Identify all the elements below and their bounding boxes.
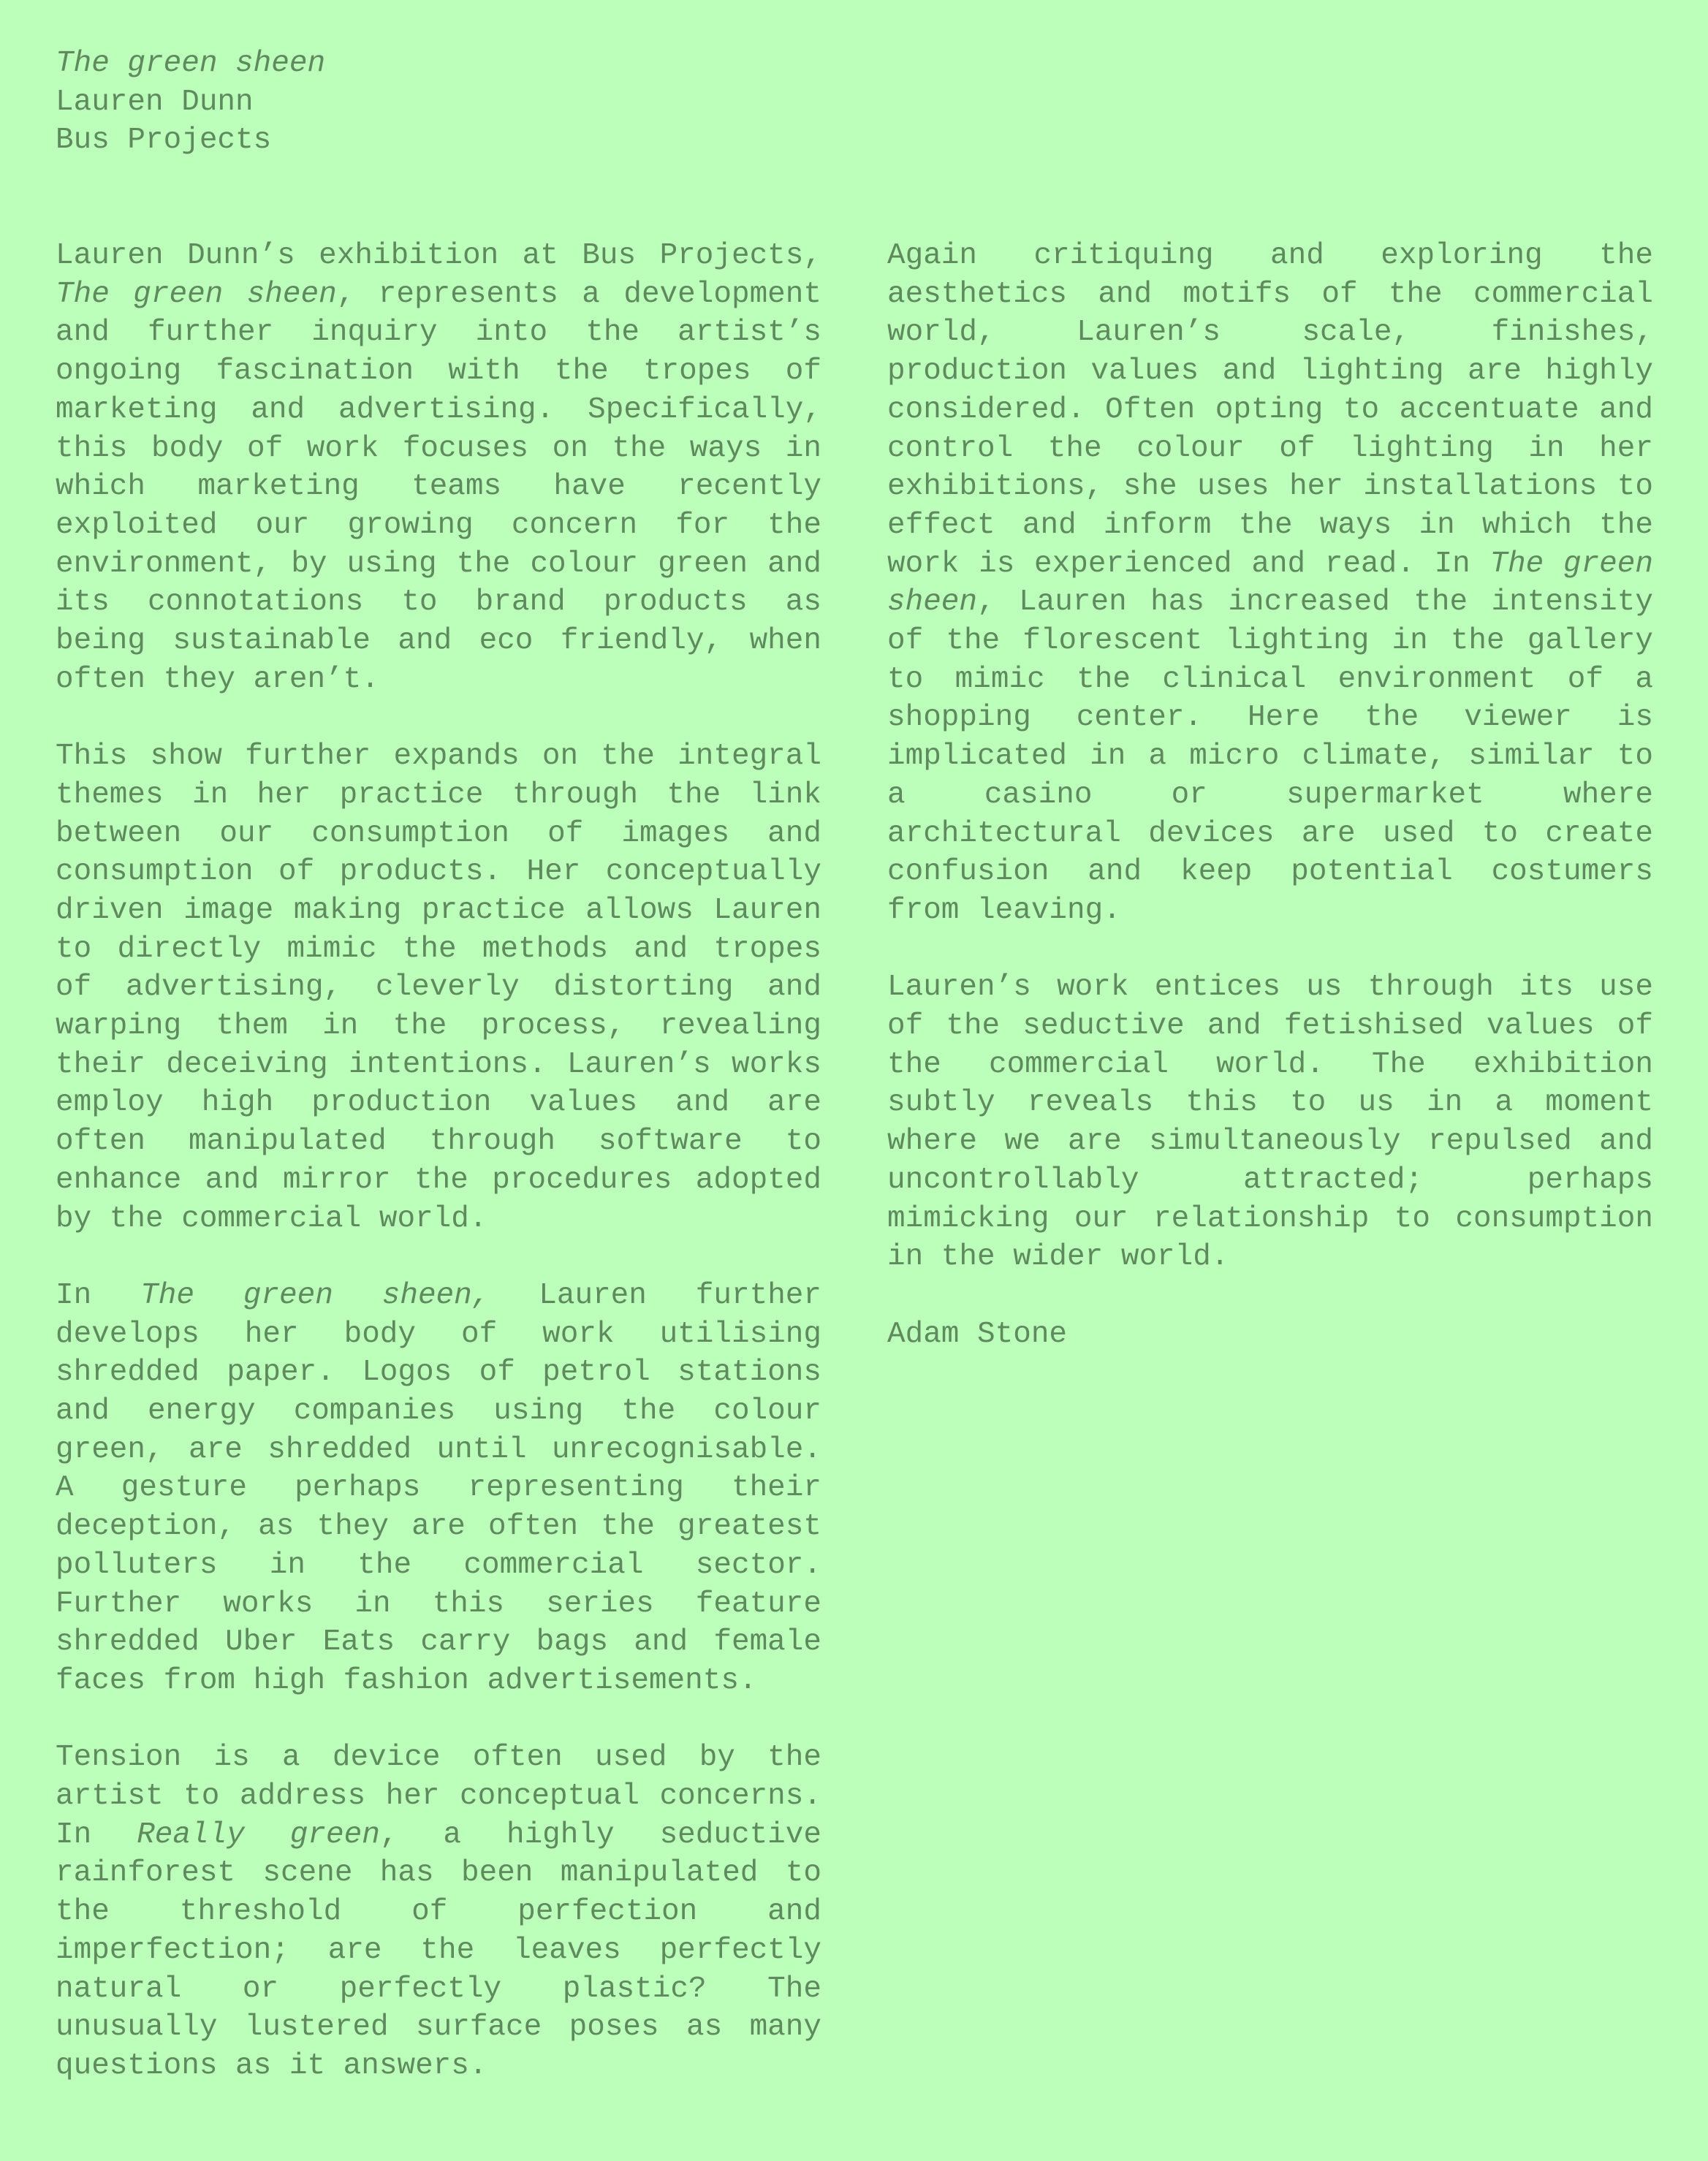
venue-name: Bus Projects xyxy=(56,124,272,158)
left-column xyxy=(56,237,821,2124)
paragraph-lighting xyxy=(887,237,1653,930)
paragraph-practice: This show further expands on the integral themes in her practice through the link between our consumption of images and consumption of products. Her conceptually driven image making practice allows Lauren to directly mimic the methods and tropes of advertising, cleverly distorting and warping them in the process, revealing their deceiving intentions. Lauren’s works employ high production values and are often manipulated through software to enhance and mirror the procedures adopted by the commercial world. xyxy=(56,740,821,1236)
paragraph-text: Lauren Dunn’s exhibition at Bus Projects, xyxy=(56,239,821,273)
paragraph-text: In xyxy=(56,1278,141,1313)
right-column xyxy=(887,237,1653,1353)
paragraph-conclusion: Lauren’s work entices us through its use of the seductive and fetishised values of the commercial world. The exhibition subtly reveals this to us in a moment where we are simultaneously repulsed and uncontrollably attracted; perhaps mimicking our relationship to consumption in the wider world. xyxy=(887,971,1653,1275)
paragraph-text: , Lauren has increased the intensity of the florescent lighting in the gallery to mimic the clinical environment of a shopping center. Here the viewer is implicated in a micro climate, similar to a casino or supermarket where architectural devices are used to create confusion and keep potential costumers from leaving. xyxy=(887,585,1653,927)
paragraph-text: Tension is a device often used by the artist to address her conceptual concerns. In xyxy=(56,1741,821,1852)
paragraph-intro xyxy=(56,237,821,699)
paragraph-text: , a highly seductive rainforest scene has been manipulated to the threshold of perfection and imperfection; are the leaves perfectly natural or perfectly plastic? The unusually lustered surface poses as many questions as it answers. xyxy=(56,1818,821,2083)
paragraph-shredded xyxy=(56,1277,821,1701)
paragraph-text: , represents a development and further inquiry into the artist’s ongoing fascination with the tropes of marketing and advertising. Specifically, this body of work focuses on the ways in which marketing teams have recently exploited our growing concern for the environment, by using the colour green and its connotations to brand products as being sustainable and eco friendly, when often they aren’t. xyxy=(56,277,821,696)
italic-title: The green sheen xyxy=(56,277,337,311)
italic-title: The green sheen xyxy=(887,547,1653,620)
exhibition-title: The green sheen xyxy=(56,47,326,80)
paragraph-text: Lauren further develops her body of work utilising shredded paper. Logos of petrol stations and energy companies using the colour green, are shredded until unrecognisable. A gesture perhaps representing their deception, as they are often the greatest polluters in the commercial sector. Further works in this series feature shredded Uber Eats carry bags and female faces from high fashion advertisements. xyxy=(56,1278,822,1698)
italic-title: The green sheen, xyxy=(140,1278,490,1313)
artist-name: Lauren Dunn xyxy=(56,85,254,119)
paragraph-text: Again critiquing and exploring the aesthetics and motifs of the commercial world, Lauren’s scale, finishes, production values and lighting are highly considered. Often opting to accentuate and control the colour of lighting in her exhibitions, she uses her installations to effect and inform the ways in which the work is experienced and read. In xyxy=(887,239,1653,581)
paragraph-tension xyxy=(56,1739,821,2085)
document-header xyxy=(56,45,859,160)
author-signature: Adam Stone xyxy=(887,1317,1068,1351)
italic-title: Really green xyxy=(137,1818,380,1852)
